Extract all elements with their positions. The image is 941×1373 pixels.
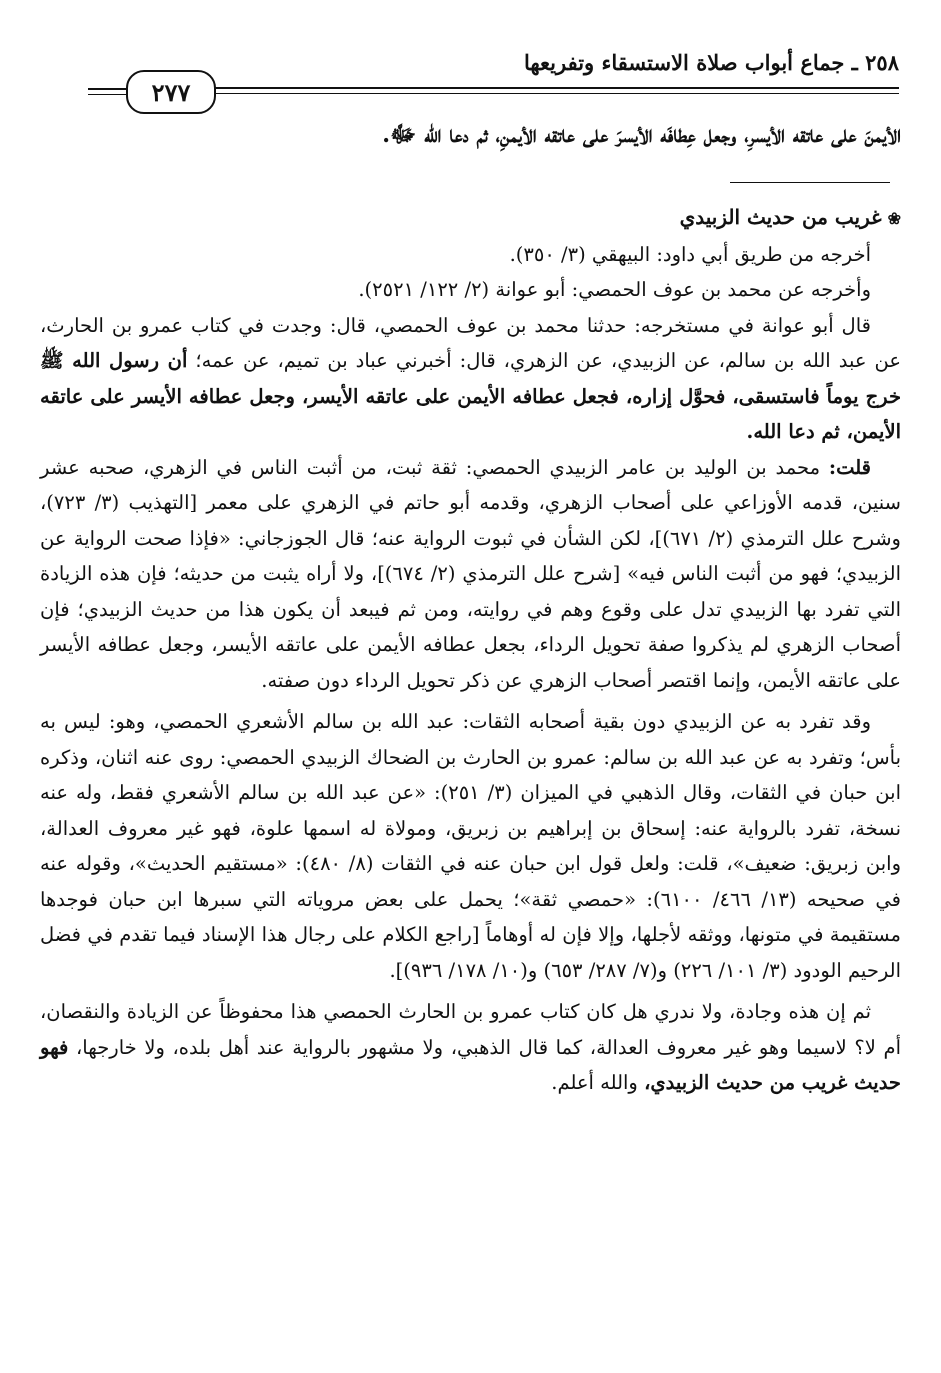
paragraph-tafarrud: وقد تفرد به عن الزبيدي دون بقية أصحابه الثقات: عبد الله بن سالم الأشعري الحمصي، وهو: ليس به بأس؛ وتفرد به عن عبد الله بن سالم: عمرو بن الحارث بن الضحاك الزبيدي الحمصي: روى عنه اثنان، وذكره ابن حبان في الثقات، وقال الذهبي في الميزان (٣/ ٢٥١): «عن عبد الله بن سالم الأشعري فقط، وله عنه نسخة، تفرد بالرواية عنه: إسحاق بن إبراهيم بن زبريق، ومولاة له اسمها علوة، فهو غير معروف العدالة، وابن زبريق: ضعيف»، قلت: ولعل قول ابن حبان عنه في الثقات (٨/ ٤٨٠): «مستقيم الحديث»، وقوله عنه في صحيحه (١٣/ ٤٦٦/ ٦١٠٠): «حمصي ثقة»؛ يحمل على بعض مروياته التي سبرها ابن حبان فوجدها مستقيمة في متونها، ووثقه لأجلها، وإلا فإن له أوهاماً [راجع الكلام على رجال هذا الإسناد فيما تقدم في فضل الرحيم الودود (٣/ ١٠١/ ٢٢٦) و(٧/ ٢٨٧/ ٦٥٣) و(١٠/ ١٧٨/ ٩٣٦)].	[40, 710, 901, 982]
matn-separator-rule	[730, 182, 890, 183]
page-header	[88, 40, 899, 120]
badge-rule-left	[88, 88, 128, 90]
qultu-label: قلت:	[828, 455, 871, 479]
paragraph-isnad	[40, 308, 901, 450]
hadith-matn-tail: الأيمنَ على عاتقه الأيسرِ، وجعل عِطافَه الأيسرَ على عاتقه الأيمنِ، ثم دعا الله ﷻ.	[382, 121, 901, 148]
badge-rule-left-thin	[88, 94, 128, 95]
hadith-number-badge: ٢٧٧	[126, 70, 216, 114]
closing-text: والله أعلم.	[551, 1071, 645, 1094]
verdict-bold-text: فهو حديث غريب من حديث الزبيدي،	[40, 1035, 901, 1094]
paragraph-conclusion	[40, 994, 901, 1101]
section-heading-text: غريب من حديث الزبيدي	[679, 205, 882, 229]
conclusion-text: ثم إن هذه وجادة، ولا ندري هل كان كتاب عمرو بن الحارث الحمصي هذا محفوظاً عن الزيادة والنقصان، أم لا؟ لاسيما وهو غير معروف العدالة، كما قال الذهبي، ولا مشهور بالرواية عند أهل بلده، ولا خارجها،	[40, 1000, 901, 1059]
paragraph-qultu	[40, 450, 901, 699]
header-rule-thin	[208, 93, 899, 94]
matn-bold-text: أن رسول الله ﷺ خرج يوماً فاستسقى، فحوَّل إزاره، فجعل عطافه الأيمن على عاتقه الأيسر، وجعل عطافه الأيسر على عاتقه الأيمن، ثم دعا الله.	[40, 349, 901, 443]
section-heading	[40, 200, 901, 237]
paragraph-takhrij-1: أخرجه من طريق أبي داود: البيهقي (٣/ ٣٥٠).	[509, 242, 871, 266]
flower-icon: ❀	[887, 209, 901, 228]
running-header-title: ٢٥٨ ـ جماع أبواب صلاة الاستسقاء وتفريعها	[523, 50, 899, 75]
header-rule	[208, 87, 899, 89]
commentary-body	[40, 200, 901, 1101]
paragraph-takhrij-2: وأخرجه عن محمد بن عوف الحمصي: أبو عوانة (٢/ ١٢٢/ ٢٥٢١).	[358, 278, 871, 301]
isnad-text: قال أبو عوانة في مستخرجه: حدثنا محمد بن عوف الحمصي، قال: وجدت في كتاب عمرو بن الحارث، عن عبد الله بن سالم، عن الزبيدي، عن الزهري، قال: أخبرني عباد بن تميم، عن عمه؛	[40, 313, 902, 372]
qultu-text: محمد بن الوليد بن عامر الزبيدي الحمصي: ثقة ثبت، من أثبت الناس في الزهري، صحبه عشر سنين، قدمه الأوزاعي على أصحاب الزهري، وقدمه أبو حاتم في الزهري على معمر [التهذيب (٣/ ٧٢٣)، وشرح علل الترمذي (٢/ ٦٧١)]، لكن الشأن في ثبوت الرواية عنه؛ قال الجوزجاني: «فإذا صحت الرواية عن الزبيدي؛ فهو من أثبت الناس فيه» [شرح علل الترمذي (٢/ ٦٧٤)]، ولا أراه يثبت من حديثه؛ فإن هذه الزيادة التي تفرد بها الزبيدي تدل على وقوع وهم في روايته، ومن ثم فيبعد أن يكون هذا من حديث الزبيدي؛ فإن أصحاب الزهري لم يذكروا صفة تحويل الرداء، بجعل عطافه الأيمن على عاتقه الأيسر، وجعل عطافه الأيسر على عاتقه الأيمن، وإنما اقتصر أصحاب الزهري عن ذكر تحويل الرداء دون صفته.	[40, 455, 901, 692]
